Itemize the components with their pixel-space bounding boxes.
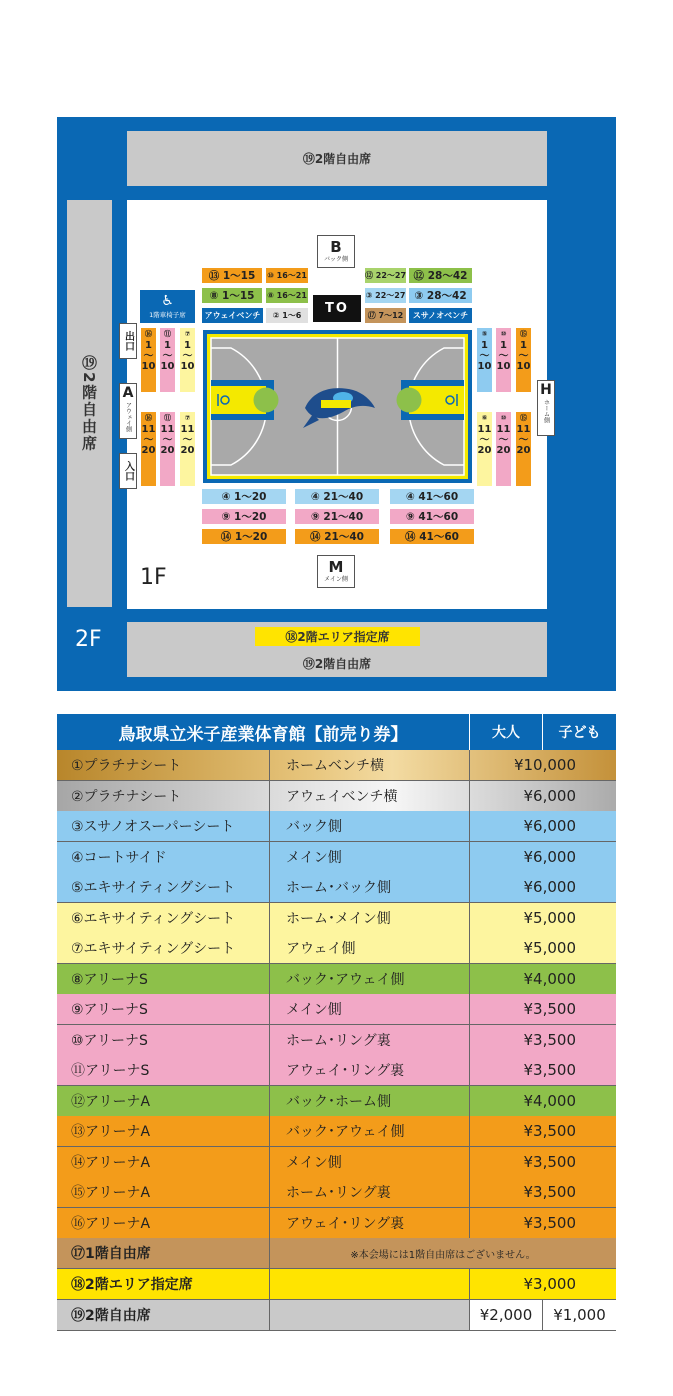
seat-note: ※本会場には1階自由席はございません。 xyxy=(350,1249,536,1261)
wheelchair-icon: ♿ xyxy=(161,293,174,309)
seat-price: ¥5,000 xyxy=(523,939,576,957)
price-row-2[interactable] xyxy=(57,781,616,812)
entrance-sign: 入口 xyxy=(119,453,137,489)
seat-block-10-11-20[interactable]: ⑩ 11 〜 20 xyxy=(496,412,511,486)
price-row-10[interactable] xyxy=(57,1025,616,1056)
seat-price: ¥6,000 xyxy=(523,817,576,835)
seat-block-15-11-20[interactable]: ⑮ 11 〜 20 xyxy=(516,412,531,486)
seat-name: ⑦エキサイティングシート xyxy=(57,933,270,963)
price-row-9[interactable] xyxy=(57,994,616,1025)
seat-name: ③スサノオスーパーシート xyxy=(57,811,270,841)
seat-block-12-28-42[interactable]: ⑫ 28〜42 xyxy=(409,268,472,283)
price-table-header xyxy=(57,714,616,750)
seat-name: ⑫アリーナA xyxy=(57,1086,270,1116)
seat-price: ¥10,000 xyxy=(513,756,576,774)
seat-area xyxy=(270,1300,470,1330)
seat-name: ⑪アリーナS xyxy=(57,1055,270,1085)
seat-block-2-1-6[interactable]: ② 1〜6 xyxy=(266,308,308,323)
seat-name: ⑬アリーナA xyxy=(57,1116,270,1146)
seat-area: アウェイ･リング裏 xyxy=(270,1208,470,1238)
seat-block-8-16-21[interactable]: ⑧ 16〜21 xyxy=(266,288,308,303)
price-row-14[interactable] xyxy=(57,1147,616,1178)
seat-price: ¥4,000 xyxy=(523,1091,576,1110)
price-row-15[interactable] xyxy=(57,1177,616,1208)
seat-block-3-22-27[interactable]: ③ 22〜27 xyxy=(365,288,406,303)
seat-price: ¥3,500 xyxy=(523,1213,576,1232)
table-officials: TO xyxy=(313,295,361,322)
seat-name: ②プラチナシート xyxy=(57,781,270,811)
column-child: 子ども xyxy=(558,725,601,741)
seat-price: ¥3,500 xyxy=(523,1152,576,1171)
seat-block-16-11-20[interactable]: ⑯ 11 〜 20 xyxy=(141,412,156,486)
seat-price: ¥6,000 xyxy=(523,847,576,866)
seat-block-9-21-40[interactable]: ⑨ 21〜40 xyxy=(295,509,379,524)
price-row-16[interactable] xyxy=(57,1208,616,1239)
2f-area-reserved-seat[interactable]: ⑱2階エリア指定席 xyxy=(255,627,420,646)
price-row-3[interactable] xyxy=(57,811,616,842)
price-row-1[interactable] xyxy=(57,750,616,781)
seat-block-13-1-15[interactable]: ⑬ 1〜15 xyxy=(202,268,262,283)
gate-a: A アウェイ側 xyxy=(119,383,137,439)
seat-area: バック･アウェイ側 xyxy=(270,1116,470,1146)
seat-block-4-41-60[interactable]: ④ 41〜60 xyxy=(390,489,474,504)
floor-2f-label: 2F xyxy=(75,627,102,652)
seat-name: ⑩アリーナS xyxy=(57,1025,270,1055)
price-row-19[interactable] xyxy=(57,1300,616,1331)
seat-block-9-41-60[interactable]: ⑨ 41〜60 xyxy=(390,509,474,524)
seat-block-10-1-10[interactable]: ⑩ 1 〜 10 xyxy=(496,328,511,392)
seat-name: ⑰1階自由席 xyxy=(57,1238,270,1268)
seat-name: ⑤エキサイティングシート xyxy=(57,872,270,902)
seat-block-8-1-15[interactable]: ⑧ 1〜15 xyxy=(202,288,262,303)
price-row-6[interactable] xyxy=(57,903,616,934)
2f-free-seat-left[interactable]: ⑲2階自由席 xyxy=(67,200,112,607)
seat-block-4-1-20[interactable]: ④ 1〜20 xyxy=(202,489,286,504)
price-row-12[interactable] xyxy=(57,1086,616,1117)
seat-price: ¥4,000 xyxy=(523,969,576,988)
seat-area: ホームベンチ横 xyxy=(270,750,470,780)
exit-sign: 出口 xyxy=(119,323,137,359)
seat-price: ¥3,500 xyxy=(523,1000,576,1018)
seat-name: ⑥エキサイティングシート xyxy=(57,903,270,933)
seat-block-14-1-20[interactable]: ⑭ 1〜20 xyxy=(202,529,286,544)
seat-price: ¥5,000 xyxy=(523,908,576,927)
column-adult: 大人 xyxy=(470,714,543,750)
seat-block-6-11-20[interactable]: ⑥ 11 〜 20 xyxy=(477,412,492,486)
seat-area: ホーム･リング裏 xyxy=(270,1177,470,1207)
seat-area xyxy=(270,1269,470,1299)
seat-block-7-1-10[interactable]: ⑦ 1 〜 10 xyxy=(180,328,195,392)
seat-name: ⑮アリーナA xyxy=(57,1177,270,1207)
seat-block-17-7-12[interactable]: ⑰ 7〜12 xyxy=(365,308,406,323)
seat-name: ⑧アリーナS xyxy=(57,964,270,994)
2f-free-seat-bottom[interactable]: ⑲2階自由席 xyxy=(302,656,372,671)
seat-block-12-22-27[interactable]: ⑫ 22〜27 xyxy=(365,268,406,283)
2f-free-seat-top[interactable]: ⑲2階自由席 xyxy=(127,131,547,186)
seat-area: アウェイ側 xyxy=(270,933,470,963)
seat-area: アウェイ･リング裏 xyxy=(270,1055,470,1085)
seat-price-child: ¥1,000 xyxy=(543,1300,616,1330)
floor-1f-label: 1F xyxy=(140,565,167,590)
seat-name: ⑲2階自由席 xyxy=(57,1300,270,1330)
price-row-17[interactable] xyxy=(57,1238,616,1269)
seat-block-11-11-20[interactable]: ⑪ 11 〜 20 xyxy=(160,412,175,486)
seat-name: ⑱2階エリア指定席 xyxy=(57,1269,270,1299)
seat-block-5-1-10[interactable]: ⑤ 1 〜 10 xyxy=(477,328,492,392)
seat-price: ¥3,000 xyxy=(523,1275,576,1293)
seat-price: ¥3,500 xyxy=(523,1183,576,1201)
seat-block-16-1-10[interactable]: ⑯ 1 〜 10 xyxy=(141,328,156,392)
price-row-4[interactable] xyxy=(57,842,616,873)
seat-price: ¥3,500 xyxy=(523,1061,576,1079)
home-bench: スサノオベンチ xyxy=(409,308,472,323)
seat-price: ¥6,000 xyxy=(523,786,576,805)
seat-name: ④コートサイド xyxy=(57,842,270,872)
price-row-8[interactable] xyxy=(57,964,616,995)
seat-block-14-41-60[interactable]: ⑭ 41〜60 xyxy=(390,529,474,544)
seat-name: ⑯アリーナA xyxy=(57,1208,270,1238)
seat-block-14-21-40[interactable]: ⑭ 21〜40 xyxy=(295,529,379,544)
seat-area: メイン側 xyxy=(270,842,470,872)
seat-block-11-1-10[interactable]: ⑪ 1 〜 10 xyxy=(160,328,175,392)
seat-name: ⑨アリーナS xyxy=(57,994,270,1024)
seat-block-15-1-10[interactable]: ⑮ 1 〜 10 xyxy=(516,328,531,392)
seat-name: ①プラチナシート xyxy=(57,750,270,780)
wheelchair-seat[interactable]: ♿ 1階車椅子席 xyxy=(140,290,195,323)
seat-area: バック･アウェイ側 xyxy=(270,964,470,994)
price-table xyxy=(57,714,616,1334)
seat-price: ¥3,500 xyxy=(523,1122,576,1140)
price-row-7[interactable] xyxy=(57,933,616,964)
2f-bottom-area xyxy=(127,622,547,677)
seat-area: メイン側 xyxy=(270,1147,470,1177)
seating-map xyxy=(57,117,616,691)
price-row-18[interactable] xyxy=(57,1269,616,1300)
seat-area: ホーム･メイン側 xyxy=(270,903,470,933)
gate-m: M メイン側 xyxy=(317,555,355,588)
seat-block-13-16-21[interactable]: ⑩ 16〜21 xyxy=(266,268,308,283)
seat-price-adult: ¥2,000 xyxy=(470,1300,543,1330)
seat-block-3-28-42[interactable]: ③ 28〜42 xyxy=(409,288,472,303)
seat-area: メイン側 xyxy=(270,994,470,1024)
seat-area: バック･ホーム側 xyxy=(270,1086,470,1116)
seat-area: ホーム･リング裏 xyxy=(270,1025,470,1055)
price-row-13[interactable] xyxy=(57,1116,616,1147)
seat-area: ホーム･バック側 xyxy=(270,872,470,902)
seat-price: ¥3,500 xyxy=(523,1030,576,1049)
gate-h: H ホーム側 xyxy=(537,380,555,436)
1f-floor-area xyxy=(122,200,552,609)
away-bench: アウェイベンチ xyxy=(202,308,263,323)
court-drawing xyxy=(203,330,472,483)
seat-block-7-11-20[interactable]: ⑦ 11 〜 20 xyxy=(180,412,195,486)
seat-area: アウェイベンチ横 xyxy=(270,781,470,811)
basketball-court xyxy=(203,330,472,483)
gate-b: B バック側 xyxy=(317,235,355,268)
seat-block-4-21-40[interactable]: ④ 21〜40 xyxy=(295,489,379,504)
table-title: 鳥取県立米子産業体育館【前売り券】 xyxy=(57,714,470,750)
seat-name: ⑭アリーナA xyxy=(57,1147,270,1177)
seat-block-9-1-20[interactable]: ⑨ 1〜20 xyxy=(202,509,286,524)
price-row-11[interactable] xyxy=(57,1055,616,1086)
seat-price: ¥6,000 xyxy=(523,878,576,896)
price-row-5[interactable] xyxy=(57,872,616,903)
seat-area: バック側 xyxy=(270,811,470,841)
